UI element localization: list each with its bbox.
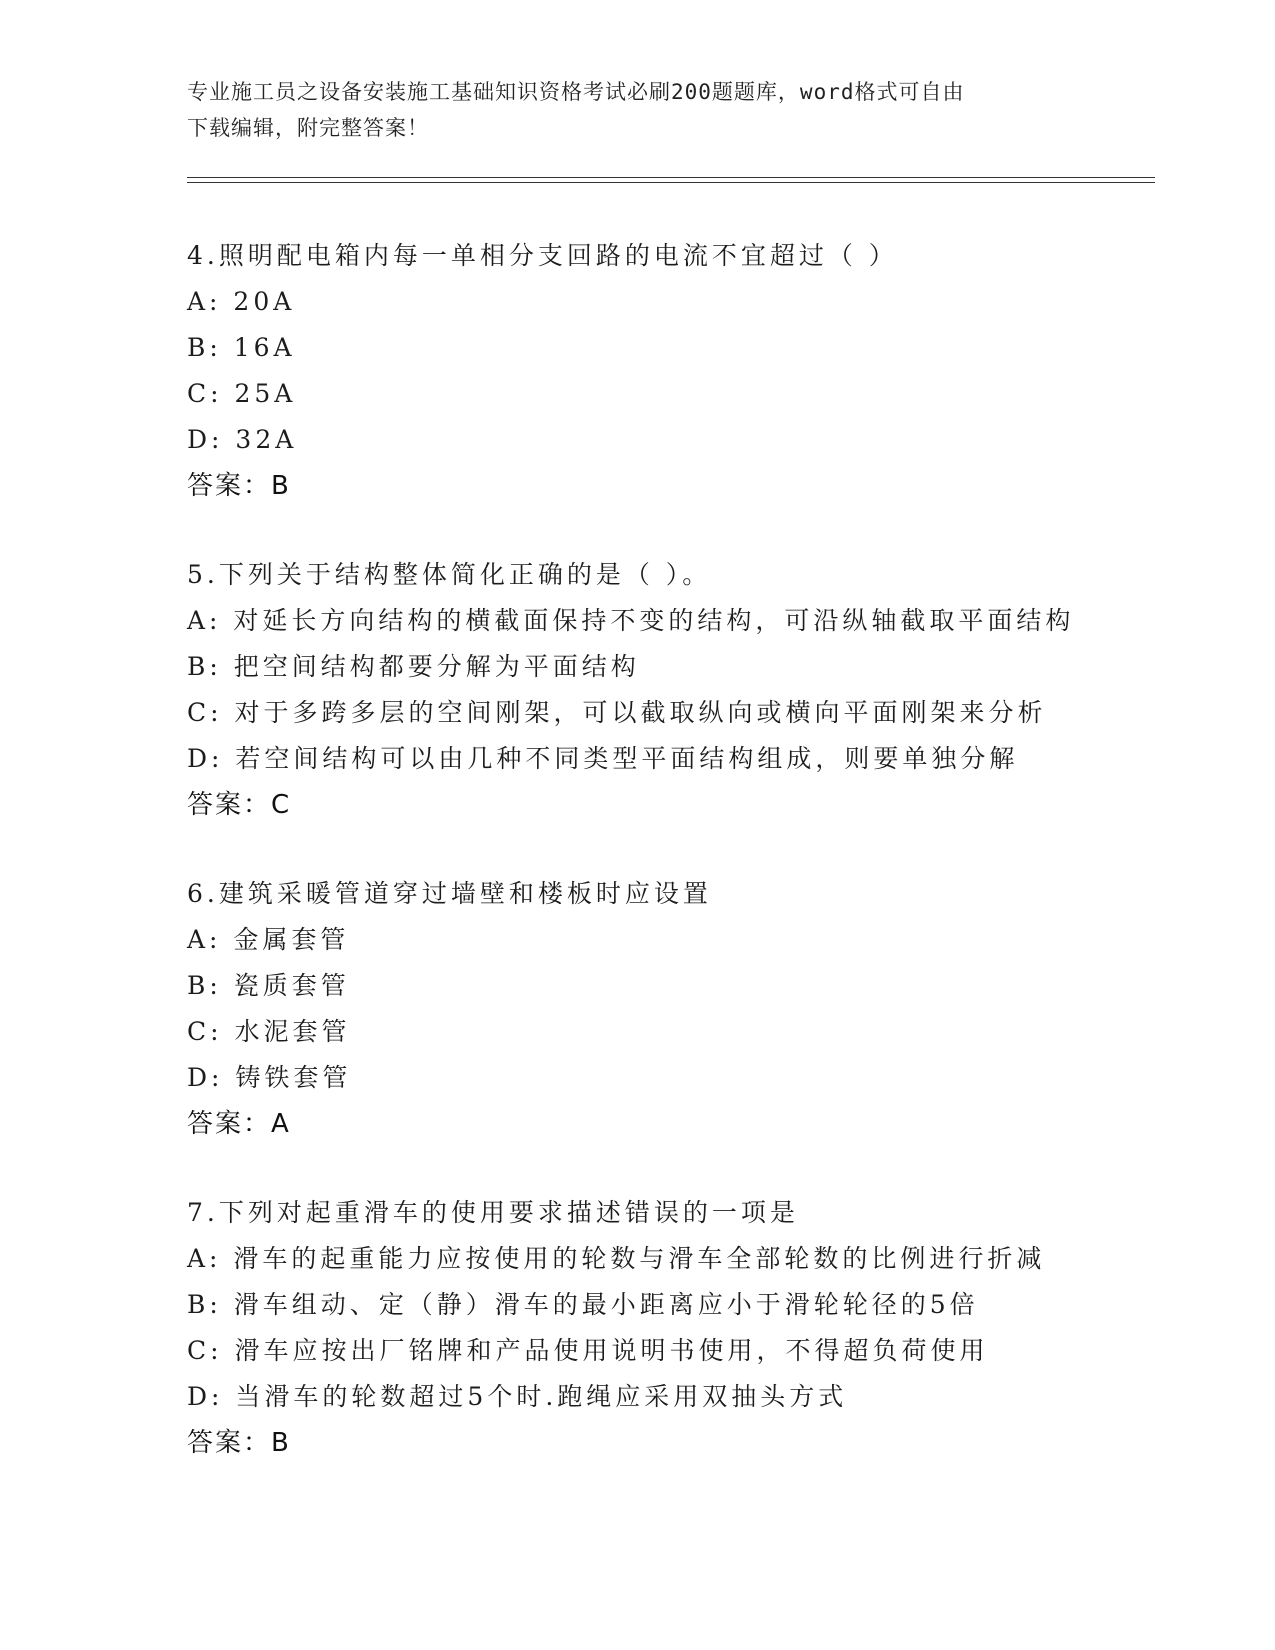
option-a: A: 金属套管: [187, 925, 350, 954]
answer-text: 答案：A: [187, 1109, 291, 1139]
option-a: A: 对延长方向结构的横截面保持不变的结构，可沿纵轴截取平面结构: [187, 606, 1075, 635]
header-line-1: 专业施工员之设备安装施工基础知识资格考试必刷200题题库，word格式可自由: [187, 80, 965, 104]
option-b: B: 瓷质套管: [187, 971, 350, 1000]
option-c: C: 25A: [187, 379, 297, 408]
question-5: [187, 552, 1187, 828]
document-header: [187, 74, 1067, 146]
option-c: C: 对于多跨多层的空间刚架，可以截取纵向或横向平面刚架来分析: [187, 698, 1047, 727]
option-b: B: 把空间结构都要分解为平面结构: [187, 652, 640, 681]
question-stem: 5.下列关于结构整体简化正确的是（ ）。: [187, 560, 712, 589]
question-4: [187, 233, 1187, 509]
option-d: D: 32A: [187, 425, 298, 454]
option-b: B: 16A: [187, 333, 296, 362]
answer-text: 答案：B: [187, 471, 291, 501]
header-divider-bottom: [187, 182, 1155, 183]
option-a: A: 滑车的起重能力应按使用的轮数与滑车全部轮数的比例进行折减: [187, 1244, 1046, 1273]
header-line-2: 下载编辑，附完整答案！: [187, 116, 429, 140]
option-d: D: 若空间结构可以由几种不同类型平面结构组成，则要单独分解: [187, 744, 1019, 773]
question-stem: 4.照明配电箱内每一单相分支回路的电流不宜超过（ ）: [187, 241, 898, 270]
option-b: B: 滑车组动、定（静）滑车的最小距离应小于滑轮轮径的5倍: [187, 1290, 979, 1319]
option-d: D: 当滑车的轮数超过5个时.跑绳应采用双抽头方式: [187, 1382, 848, 1411]
option-c: C: 滑车应按出厂铭牌和产品使用说明书使用，不得超负荷使用: [187, 1336, 989, 1365]
answer-text: 答案：C: [187, 790, 292, 820]
question-7: [187, 1190, 1187, 1466]
option-d: D: 铸铁套管: [187, 1063, 352, 1092]
question-stem: 6.建筑采暖管道穿过墙壁和楼板时应设置: [187, 879, 712, 908]
question-stem: 7.下列对起重滑车的使用要求描述错误的一项是: [187, 1198, 799, 1227]
answer-text: 答案：B: [187, 1428, 291, 1458]
question-6: [187, 871, 1187, 1147]
option-a: A: 20A: [187, 287, 296, 316]
header-divider-top: [187, 177, 1155, 178]
option-c: C: 水泥套管: [187, 1017, 351, 1046]
